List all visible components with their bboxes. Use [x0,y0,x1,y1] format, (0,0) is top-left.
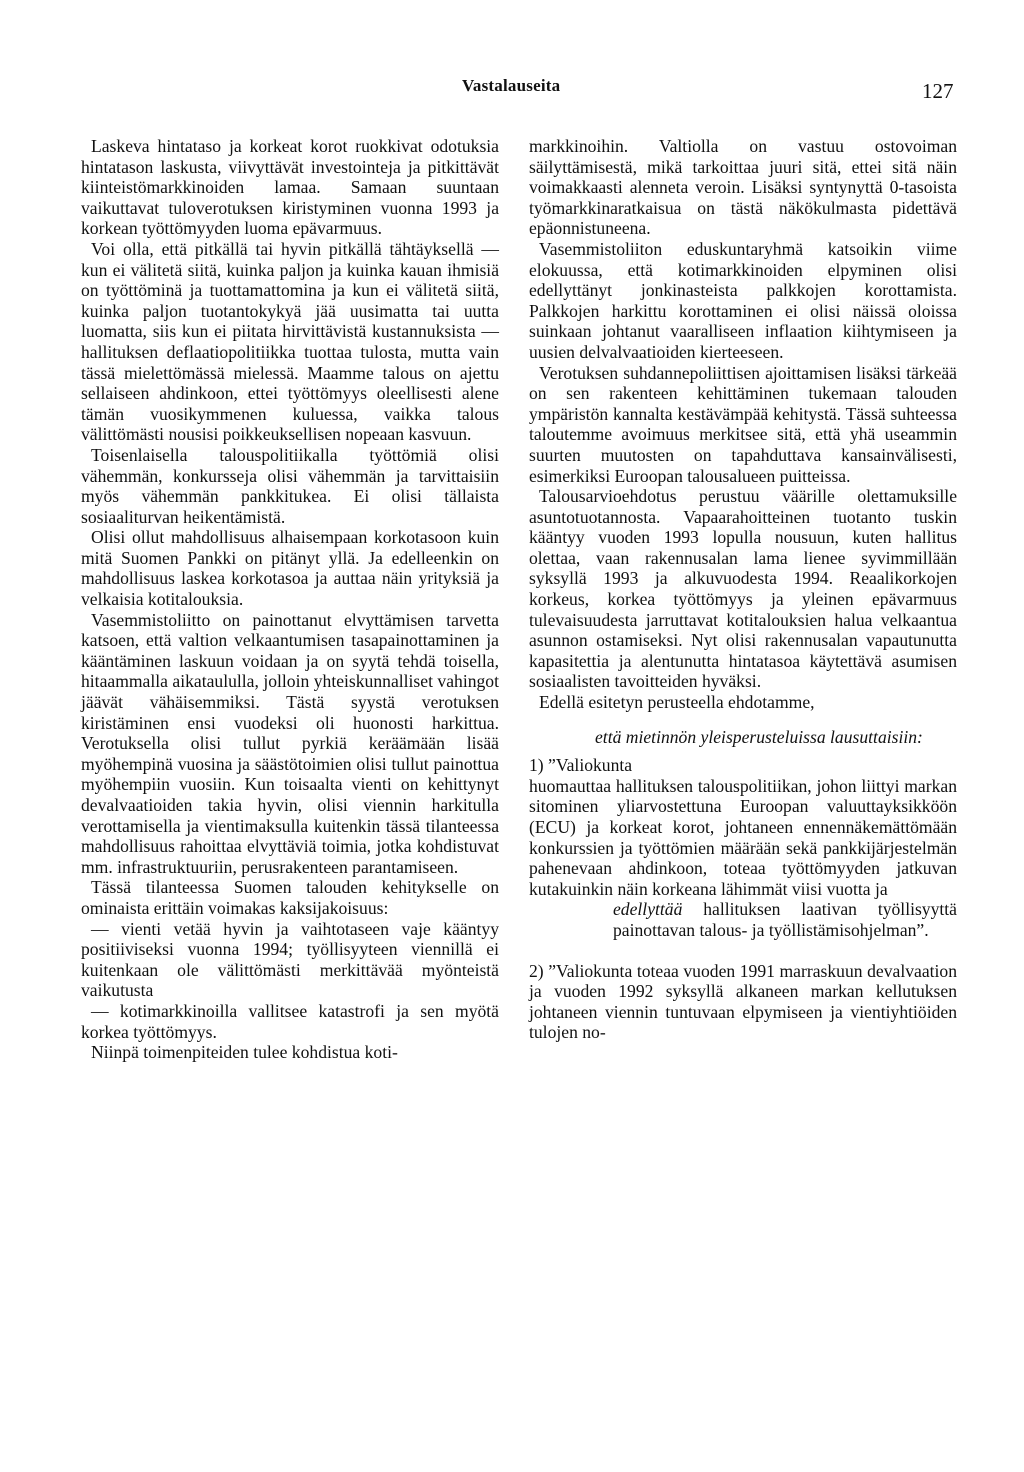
list-item: — kotimarkkinoilla vallitsee katastrofi ja sen myötä korkea työttömyys. [81,1000,499,1042]
left-column [81,136,499,1063]
right-column [529,136,957,1043]
proposal-item-1-heading: 1) ”Valiokunta [529,755,633,776]
paragraph: Niinpä toimenpiteiden tulee kohdistua koti- [91,1042,398,1063]
paragraph: Edellä esitetyn perusteella ehdotamme, [539,692,815,713]
proposal-item-1-tail-text: hallituksen laativan työllisyyttä painottavan talous- ja työllistämisohjelman”. [613,899,957,940]
paragraph: Vasemmistoliitto on painottanut elvyttämisen tarvetta katsoen, että valtion velkaantumisen tasapainottaminen ja kääntäminen laskuun voidaan ja on syytä tehdä toisella, hitaammalla aikataululla, jolloin yhteiskunnalliset vahingot jäävät vähäisemmiksi. Tästä syystä verotuksen kiristäminen ensi vuodeksi oli huonosti harkittua. Verotuksella olisi tullut pyrkiä keräämään lisää myöhempinä vuosina ja säästötoimien olisi tullut painottua myöhempiin vuosiin. Kun toisaalta vienti on kehittynyt devalvaatioiden takia hyvin, olisi viennin harkitulla verottamisella ja vientimaksulla kuitenkin tässä tilanteessa mahdollisuus rahoittaa elvyttäviä toimia, jotka kohdistuvat mm. infrastruktuuriin, perusrakenteen parantamiseen. [81,609,499,877]
paragraph: Tässä tilanteessa Suomen talouden kehitykselle on ominaista erittäin voimakas kaksijakoisuus: [81,877,499,918]
running-title: Vastalauseita [462,76,561,95]
paragraph: Olisi ollut mahdollisuus alhaisempaan korkotasoon kuin mitä Suomen Pankki on pitänyt yllä. Ja edelleenkin on mahdollisuus laskea korkotasoa ja auttaa näin yrityksiä ja velkaisia kotitalouksia. [81,527,499,610]
proposal-intro: että mietinnön yleisperusteluissa lausuttaisiin: [595,726,923,747]
paragraph: Toisenlaisella talouspolitiikalla työttömiä olisi vähemmän, konkursseja olisi vähemmän ja tarvittaisiin myös vähemmän pankkitukea. Ei olisi tällaista sosiaaliturvan heikentämistä. [81,444,499,527]
page-number: 127 [922,79,954,103]
page-header [0,76,1024,106]
paragraph: Laskeva hintataso ja korkeat korot ruokkivat odotuksia hintatason laskusta, viivyttävät investointeja ja pitkittävät kiinteistömarkkinoiden lamaa. Samaan suuntaan vaikuttavat tuloverotuksen kiristyminen vuonna 1993 ja korkean työttömyyden luoma epävarmuus. [81,136,499,239]
proposal-item-1-tail [613,899,957,940]
paragraph: Talousarvioehdotus perustuu väärille olettamuksille asuntotuotannosta. Vapaarahoitteinen tuotanto tuskin kääntyy vuoden 1993 lopulla nousuun, kuten hallitus olettaa, vaan rakennusalan lama lienee syvimmillään syksyllä 1993 ja alkuvuodesta 1994. Reaalikorkojen korkeus, korkea työttömyys ja yleinen epävarmuus tulevaisuudesta jarruttavat kotitalouksien halua velkaantua asunnon ostamiseksi. Nyt olisi rakennusalan vapautunutta kapasitettia ja alentunutta hintatasoa käytettävä asumisen sosiaalisten tavoitteiden hyväksi. [529,486,957,692]
paragraph: Vasemmistoliiton eduskuntaryhmä katsoikin viime elokuussa, että kotimarkkinoiden elpyminen olisi edellyttänyt jonkinasteista palkkojen korottamista. Palkkojen harkittu korottaminen ei olisi näissä oloissa suinkaan johtanut vaaralliseen inflaation kiihtymiseen ja uusien delvalvaatioiden kierteeseen. [529,238,957,362]
paragraph: Verotuksen suhdannepoliittisen ajoittamisen lisäksi tärkeää on sen rakenteen kehittäminen tukemaan talouden ympäristön kannalta kestävämpää kehitystä. Tässä suhteessa taloutemme avoimuus merkitsee sitä, että yhä useammin suurten muutosten on tapahduttava kansainvälisesti, esimerkiksi Euroopan talousalueen puitteissa. [529,362,957,486]
proposal-item-2: 2) ”Valiokunta toteaa vuoden 1991 marraskuun devalvaation ja vuoden 1992 syksyllä alkaneen markan kellutuksen johtaneen viennin tuntuvaan elpymiseen ja vientiyhtiöiden tulojen no- [529,960,957,1043]
emphasis: edellyttää [613,899,683,920]
paragraph: markkinoihin. Valtiolla on vastuu ostovoiman säilyttämisestä, mikä tarkoittaa juuri sitä, ettei sitä näin voimakkaasti alenneta veroin. Lisäksi syntynyttä 0-tasoista työmarkkinaratkaisua on tästä näkökulmasta pidettävä epäonnistuneena. [529,136,957,239]
paragraph: Voi olla, että pitkällä tai hyvin pitkällä tähtäyksellä — kun ei välitetä siitä, kuinka paljon ja kuinka kauan ihmisiä on työttöminä ja tuottamattomina ja kun ei välitetä siitä, kuinka paljon tuotantokykyä jää uusimatta tai uutta luomatta, siis kun ei piitata hirvittävistä kustannuksista — hallituksen deflaatiopolitiikka tuottaa tulosta, mutta vain tässä mielettömässä mielessä. Maamme talous on ajettu sellaiseen ahdinkoon, ettei työttömyys oleellisesti alene tämän vuosikymmenen kuluessa, vaikka talous välittömästi nousisi poikkeuksellisen nopeaan kasvuun. [81,238,499,445]
proposal-item-1-body: huomauttaa hallituksen talouspolitiikan, johon liittyi markan sitominen yliarvostettuna Euroopan valuuttayksikköön (ECU) ja korkeat korot, johtaneen ennennäkemättömään konkurssien ja työttömien määrään sekä pankkijärjestelmän pahenevaan ahdinkoon, toteaa työttömyyden jatkuvan kutakuinkin näin korkeana lähimmät viisi vuotta ja [529,775,957,899]
list-item: — vienti vetää hyvin ja vaihtotaseen vaje kääntyy positiiviseksi vuonna 1994; työllisyyteen viennillä ei kuitenkaan ole välittömästi merkittävää myönteistä vaikutusta [81,918,499,1001]
